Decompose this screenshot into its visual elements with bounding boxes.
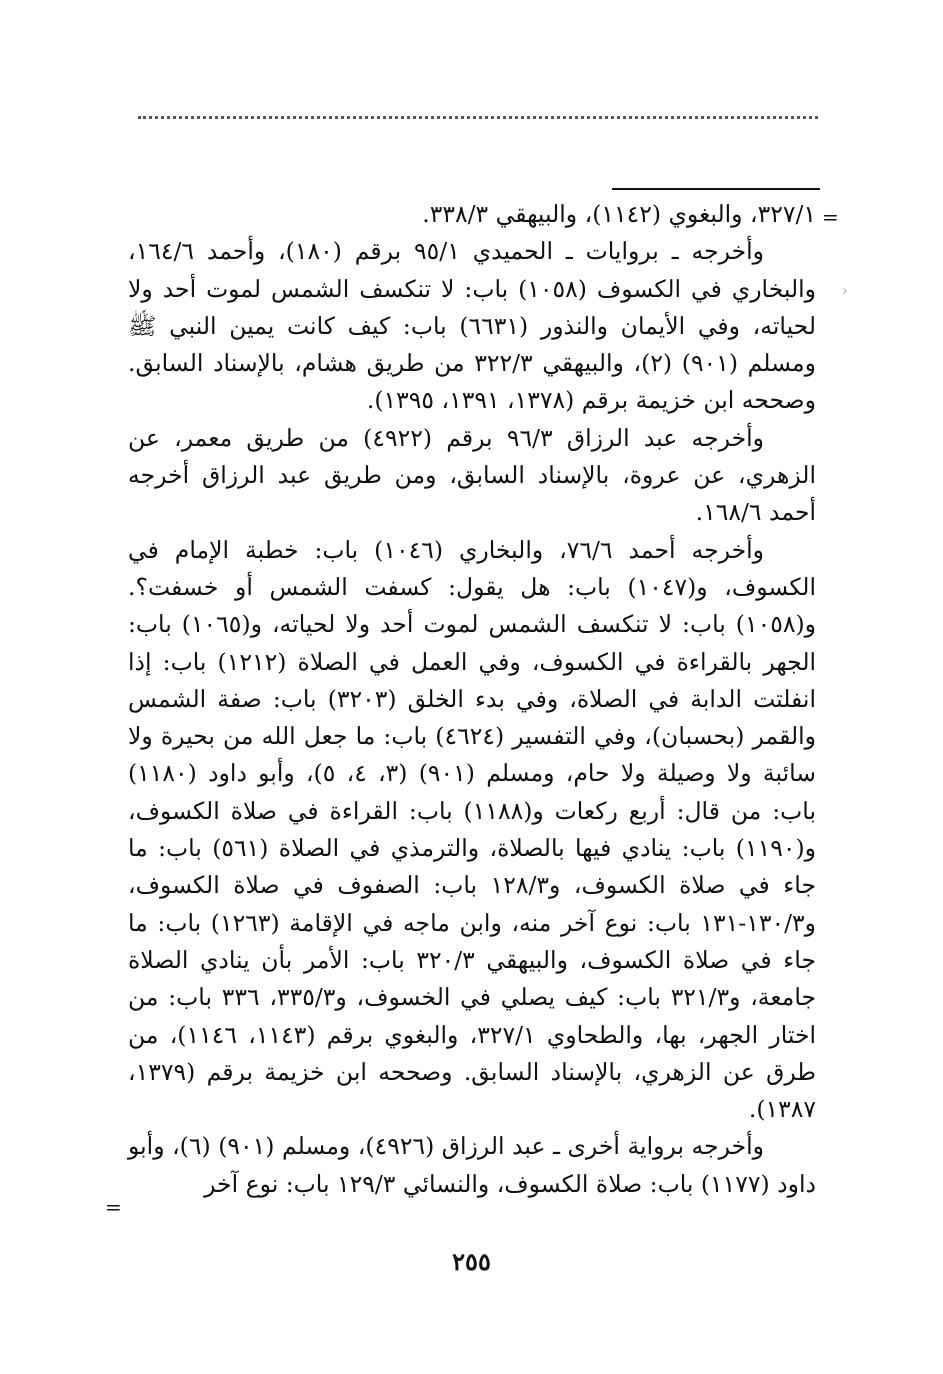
margin-mark: ‹ [842,283,848,299]
footnote-paragraph-4: وأخرجه أحمد ٧٦/٦، والبخاري (١٠٤٦) باب: خطبة الإمام في الكسوف، و(١٠٤٧) باب: هل يقول: كسفت الشمس أو خسفت؟. و(١٠٥٨) باب: لا تنكسف الشمس لموت أحد ولا لحياته، و(١٠٦٥) باب: الجهر بالقراءة في الكسوف، وفي العمل في الصلاة (١٢١٢) باب: إذا انفلتت الدابة في الصلاة، وفي بدء الخلق (٣٢٠٣) باب: صفة الشمس والقمر (بحسبان)، وفي التفسير (٤٦٢٤) باب: ما جعل الله من بحيرة ولا سائبة ولا وصيلة ولا حام، ومسلم (٩٠١) (٣، ٤، ٥)، وأبو داود (١١٨٠) باب: من قال: أربع ركعات و(١١٨٨) باب: القراءة في صلاة الكسوف، و(١١٩٠) باب: ينادي فيها بالصلاة، والترمذي في الصلاة (٥٦١) باب: ما جاء في صلاة الكسوف، و١٢٨/٣ باب: الصفوف في صلاة الكسوف، و١٣٠/٣-١٣١ باب: نوع آخر منه، وابن ماجه في الإقامة (١٢٦٣) باب: ما جاء في صلاة الكسوف، والبيهقي ٣٢٠/٣ باب: الأمر بأن ينادي الصلاة جامعة، و٣٢١/٣ باب: كيف يصلي في الخسوف، و٣٣٥/٣، ٣٣٦ باب: من اختار الجهر، بها، والطحاوي ٣٢٧/١، والبغوي برقم (١١٤٣، ١١٤٦)، من طرق عن الزهري، بالإسناد السابق. وصححه ابن خزيمة برقم (١٣٧٩، ١٣٨٧). [128,535,817,1124]
footnote-paragraph-2: وأخرجه ـ بروايات ـ الحميدي ٩٥/١ برقم (١٨٠)، وأحمد ١٦٤/٦، والبخاري في الكسوف (١٠٥٨) باب: لا تنكسف الشمس لموت أحد ولا لحياته، وفي الأيمان والنذور (٦٦٣١) باب: كيف كانت يمين النبي ﷺ ومسلم (٩٠١) (٢)، والبيهقي ٣٢٢/٣ من طريق هشام، بالإسناد السابق. وصححه ابن خزيمة برقم (١٣٧٨، ١٣٩١، ١٣٩٥). [128,237,817,415]
footnote-paragraph-3: وأخرجه عبد الرزاق ٩٦/٣ برقم (٤٩٢٢) من طريق معمر، عن الزهري، عن عروة، بالإسناد السابق، ومن طريق عبد الرزاق أخرجه أحمد ١٦٨/٦. [128,423,816,527]
footnotes-block [128,196,816,1203]
continuation-mark-bottom: = [105,1195,122,1219]
page-number: ٢٥٥ [452,1247,491,1276]
footnote-paragraph-5: وأخرجه برواية أخرى ـ عبد الرزاق (٤٩٢٦)، ومسلم (٩٠١) (٦)، وأبو داود (١١٧٧) باب: صلاة الكسوف، والنسائي ١٢٩/٣ باب: نوع آخر [128,1132,816,1198]
footnote-rule [612,188,820,190]
dotted-separator [138,116,818,119]
footnote-paragraph-1: ٣٢٧/١، والبغوي (١١٤٢)، والبيهقي ٣٣٨/٣. [422,200,816,228]
continuation-mark-top: = [822,205,839,229]
